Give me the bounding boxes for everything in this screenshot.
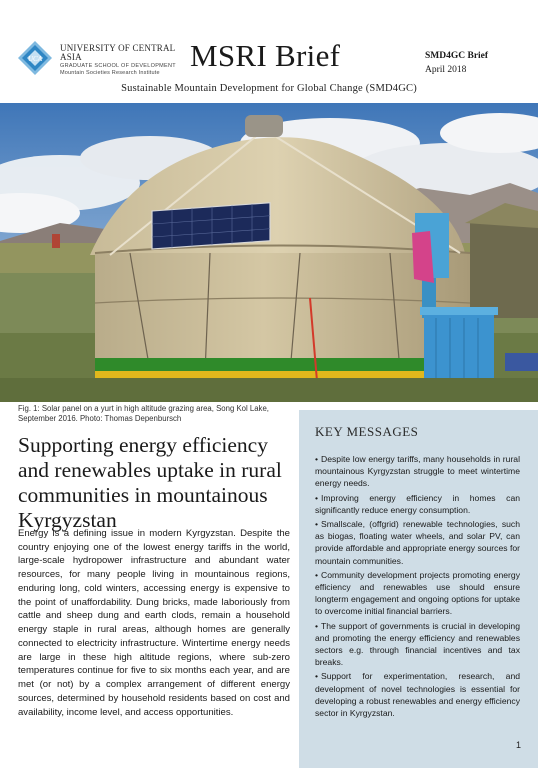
bullet-icon: • <box>315 492 319 503</box>
logo-monogram: UCA <box>28 55 42 63</box>
page-number: 1 <box>516 740 522 750</box>
key-message-text: Support for experimentation, research, and development of novel technologies is essential for developing a robust renewables and energy efficiency sector in Kyrgyzstan. <box>315 671 520 719</box>
key-message-item <box>315 670 520 719</box>
bullet-icon: • <box>315 620 319 631</box>
logo-school-name: GRADUATE SCHOOL OF DEVELOPMENT <box>60 63 176 69</box>
key-messages-title: KEY MESSAGES <box>315 424 419 439</box>
uca-logo-icon <box>18 41 56 75</box>
article-title: Supporting energy efficiency and renewables uptake in rural communities in mountainous Kyrgyzstan <box>18 433 282 532</box>
key-message-text: Improving energy efficiency in homes can significantly reduce energy consumption. <box>315 492 520 515</box>
bullet-icon: • <box>315 671 319 682</box>
yurt-photo <box>0 103 538 402</box>
brief-title: MSRI Brief <box>190 38 341 73</box>
logo-university-name: UNIVERSITY OF CENTRAL ASIA <box>60 43 176 62</box>
university-logo <box>18 41 196 75</box>
key-message-item <box>315 620 520 669</box>
key-message-item <box>315 569 520 618</box>
article-body: Energy is a defining issue in modern Kyrgyzstan. Despite the country enjoying one of the lowest energy tariffs in the world, large-scale hydropower infrastructure and abundant water resources, for many people living in mountainous regions, enduring long, cold winters, accessing energy is expensive to the point of unaffordability. Dung bricks, made laboriously from cattle and sheep dung and earth clods, remain a household energy staple in rural areas, although homes are generally connected to electricity infrastructure. Wintertime energy needs are large in these high altitude regions, where sub-zero temperatures continue for five to six months each year, and are met (or not) by a complex arrangement of different energy sources, determined by household residents based on cost and availability, income level, and access opportunities. <box>18 528 290 718</box>
brief-code: SMD4GC Brief <box>425 51 489 61</box>
key-message-item <box>315 492 520 516</box>
key-message-item <box>315 453 520 490</box>
key-message-text: Community development projects promoting energy efficiency and renewables use should ensure longterm engagement and ongoing options for uptake to overcome initial financial barriers. <box>315 569 520 617</box>
key-message-text: Smallscale, (offgrid) renewable technologies, such as biogas, floating water wheels, and solar PV, can provide affordable and appropriate energy sources for mountain communities. <box>315 519 520 566</box>
bullet-icon: • <box>315 454 319 464</box>
brief-date: April 2018 <box>425 65 467 75</box>
figure-caption: Fig. 1: Solar panel on a yurt in high altitude grazing area, Song Kol Lake, September 2016. Photo: Thomas Depenbursch <box>18 404 269 424</box>
bullet-icon: • <box>315 519 319 530</box>
logo-institute-name: Mountain Societies Research Institute <box>60 69 160 76</box>
key-messages-list <box>315 453 520 721</box>
key-message-item <box>315 518 520 567</box>
key-message-text: Despite low energy tariffs, many households in rural mountainous Kyrgyzstan struggle to meet wintertime energy needs. <box>315 454 520 489</box>
brief-header <box>0 0 538 105</box>
key-message-text: The support of governments is crucial in developing and promoting the energy efficiency and renewables sectors e.g. through financial incentives and tax breaks. <box>315 620 520 668</box>
programme-subtitle: Sustainable Mountain Development for Global Change (SMD4GC) <box>121 83 417 94</box>
key-messages-panel <box>299 410 538 768</box>
bullet-icon: • <box>315 569 319 580</box>
